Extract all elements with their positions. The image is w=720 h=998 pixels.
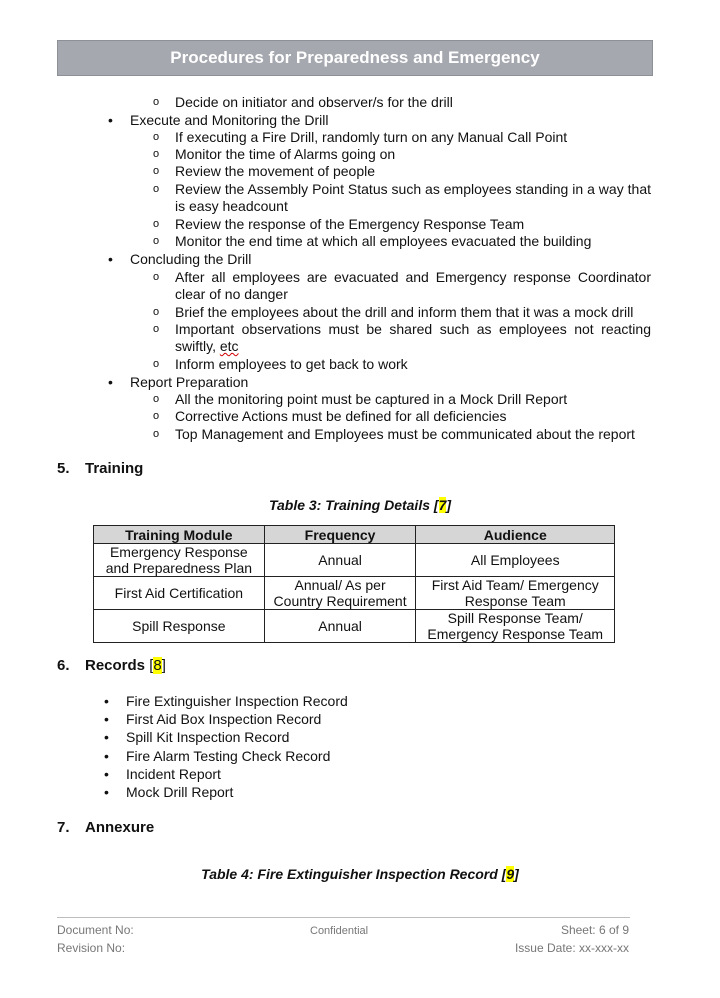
sub-bullet-marker: o bbox=[153, 358, 160, 370]
table-3-caption bbox=[0, 496, 720, 514]
spellcheck-word: etc bbox=[219, 338, 239, 354]
sub-bullet-marker: o bbox=[153, 306, 160, 318]
cell-line: Emergency Response Team bbox=[427, 626, 604, 642]
footer-divider bbox=[57, 917, 630, 918]
cell-line: Response Team bbox=[464, 593, 566, 609]
page-header-title: Procedures for Preparedness and Emergency bbox=[170, 48, 540, 67]
table-cell bbox=[264, 544, 416, 577]
sub-bullet-marker: o bbox=[153, 410, 160, 422]
table-4-caption bbox=[0, 865, 720, 883]
list-item: If executing a Fire Drill, randomly turn on any Manual Call Point bbox=[175, 129, 568, 145]
sub-bullet-marker: o bbox=[153, 393, 160, 405]
list-item: Review the response of the Emergency Response Team bbox=[175, 216, 525, 232]
section-number: 5. bbox=[57, 460, 70, 477]
list-item: Fire Alarm Testing Check Record bbox=[126, 748, 331, 764]
list-item: Important observations must be shared such as employees not reacting bbox=[175, 321, 651, 337]
cell-line: Spill Response Team/ bbox=[447, 610, 583, 626]
footer-confidential: Confidential bbox=[310, 925, 369, 937]
footer-document-no: Document No: bbox=[57, 923, 134, 937]
reference-link[interactable]: 9 bbox=[506, 866, 515, 882]
ref-bracket: ] bbox=[514, 866, 519, 882]
ref-bracket: [ bbox=[149, 657, 154, 674]
list-item: Incident Report bbox=[126, 766, 221, 782]
ref-bracket: [ bbox=[433, 497, 439, 513]
list-item-continuation: clear of no danger bbox=[175, 286, 288, 302]
page-header-banner bbox=[57, 40, 653, 76]
training-details-table bbox=[93, 525, 615, 643]
list-item-heading: Execute and Monitoring the Drill bbox=[130, 112, 329, 128]
list-item-heading: Concluding the Drill bbox=[130, 251, 252, 267]
section-title: Records bbox=[85, 657, 150, 674]
cell-line: All Employees bbox=[470, 552, 560, 568]
ref-bracket: ] bbox=[446, 497, 452, 513]
list-item: Brief the employees about the drill and inform them that it was a mock drill bbox=[175, 304, 634, 320]
column-header: Audience bbox=[416, 526, 615, 544]
list-item: Review the movement of people bbox=[175, 163, 375, 179]
cell-line: Spill Response bbox=[132, 618, 226, 634]
bullet-marker: • bbox=[104, 766, 109, 782]
sub-bullet-marker: o bbox=[153, 323, 160, 335]
list-item: Monitor the end time at which all employees evacuated the building bbox=[175, 233, 592, 249]
list-item: Top Management and Employees must be communicated about the report bbox=[175, 426, 635, 442]
list-item: Monitor the time of Alarms going on bbox=[175, 146, 396, 162]
sub-bullet-marker: o bbox=[153, 183, 160, 195]
sub-bullet-marker: o bbox=[153, 218, 160, 230]
bullet-marker: • bbox=[108, 374, 113, 390]
sub-bullet-marker: o bbox=[153, 165, 160, 177]
table-cell bbox=[264, 577, 416, 610]
list-item: First Aid Box Inspection Record bbox=[126, 711, 322, 727]
column-header: Frequency bbox=[264, 526, 416, 544]
table-header-row bbox=[94, 526, 615, 544]
table-row bbox=[94, 544, 615, 577]
list-item: Mock Drill Report bbox=[126, 784, 234, 800]
bullet-marker: • bbox=[104, 711, 109, 727]
list-item-continuation: is easy headcount bbox=[175, 198, 288, 214]
bullet-marker: • bbox=[104, 729, 109, 745]
list-item: After all employees are evacuated and Emergency response Coordinator bbox=[175, 269, 651, 285]
list-item: Review the Assembly Point Status such as employees standing in a way that bbox=[175, 181, 651, 197]
bullet-marker: • bbox=[108, 112, 113, 128]
table-row bbox=[94, 610, 615, 643]
table-cell bbox=[94, 544, 265, 577]
bullet-marker: • bbox=[108, 251, 113, 267]
table-cell bbox=[264, 610, 416, 643]
bullet-marker: • bbox=[104, 693, 109, 709]
cell-line: and Preparedness Plan bbox=[105, 560, 253, 576]
section-number: 6. bbox=[57, 657, 70, 674]
section-title: Annexure bbox=[85, 819, 155, 836]
list-item: Decide on initiator and observer/s for the drill bbox=[175, 94, 453, 110]
cell-line: Country Requirement bbox=[273, 593, 407, 609]
sub-bullet-marker: o bbox=[153, 148, 160, 160]
caption-text: Table 4: Fire Extinguisher Inspection Record bbox=[201, 866, 502, 882]
list-item-continuation bbox=[175, 338, 239, 355]
list-item: Corrective Actions must be defined for all deficiencies bbox=[175, 408, 507, 424]
list-item: All the monitoring point must be captured in a Mock Drill Report bbox=[175, 391, 568, 407]
footer-revision-no: Revision No: bbox=[57, 941, 126, 955]
list-item: Fire Extinguisher Inspection Record bbox=[126, 693, 348, 709]
section-heading-training bbox=[57, 460, 143, 478]
reference-link[interactable]: 7 bbox=[438, 497, 447, 513]
section-heading-records bbox=[57, 657, 166, 675]
section-heading-annexure bbox=[57, 819, 154, 837]
cell-line: First Aid Team/ Emergency bbox=[431, 577, 599, 593]
ref-bracket: [ bbox=[501, 866, 507, 882]
cell-line: First Aid Certification bbox=[114, 585, 244, 601]
table-cell bbox=[416, 544, 615, 577]
sub-bullet-marker: o bbox=[153, 428, 160, 440]
table-cell bbox=[94, 610, 265, 643]
cell-line: Annual bbox=[318, 618, 362, 634]
cell-line: Annual bbox=[318, 552, 362, 568]
sub-bullet-marker: o bbox=[153, 131, 160, 143]
sub-bullet-marker: o bbox=[153, 271, 160, 283]
footer-issue-date: Issue Date: xx-xxx-xx bbox=[514, 941, 629, 955]
list-item-text: swiftly, bbox=[175, 338, 220, 354]
table-cell bbox=[94, 577, 265, 610]
table-cell bbox=[416, 577, 615, 610]
section-number: 7. bbox=[57, 819, 70, 836]
sub-bullet-marker: o bbox=[153, 96, 160, 108]
cell-line: Annual/ As per bbox=[294, 577, 386, 593]
section-title: Training bbox=[85, 460, 144, 477]
sub-bullet-marker: o bbox=[153, 235, 160, 247]
caption-text: Table 3: Training Details bbox=[268, 497, 434, 513]
bullet-marker: • bbox=[104, 748, 109, 764]
table-row bbox=[94, 577, 615, 610]
cell-line: Emergency Response bbox=[109, 544, 248, 560]
bullet-marker: • bbox=[104, 784, 109, 800]
ref-bracket: ] bbox=[161, 657, 166, 674]
list-item: Spill Kit Inspection Record bbox=[126, 729, 290, 745]
column-header: Training Module bbox=[94, 526, 265, 544]
footer-sheet-number: Sheet: 6 of 9 bbox=[560, 923, 629, 937]
list-item-heading: Report Preparation bbox=[130, 374, 249, 390]
list-item: Inform employees to get back to work bbox=[175, 356, 408, 372]
table-cell bbox=[416, 610, 615, 643]
reference-link[interactable]: 8 bbox=[153, 657, 162, 674]
